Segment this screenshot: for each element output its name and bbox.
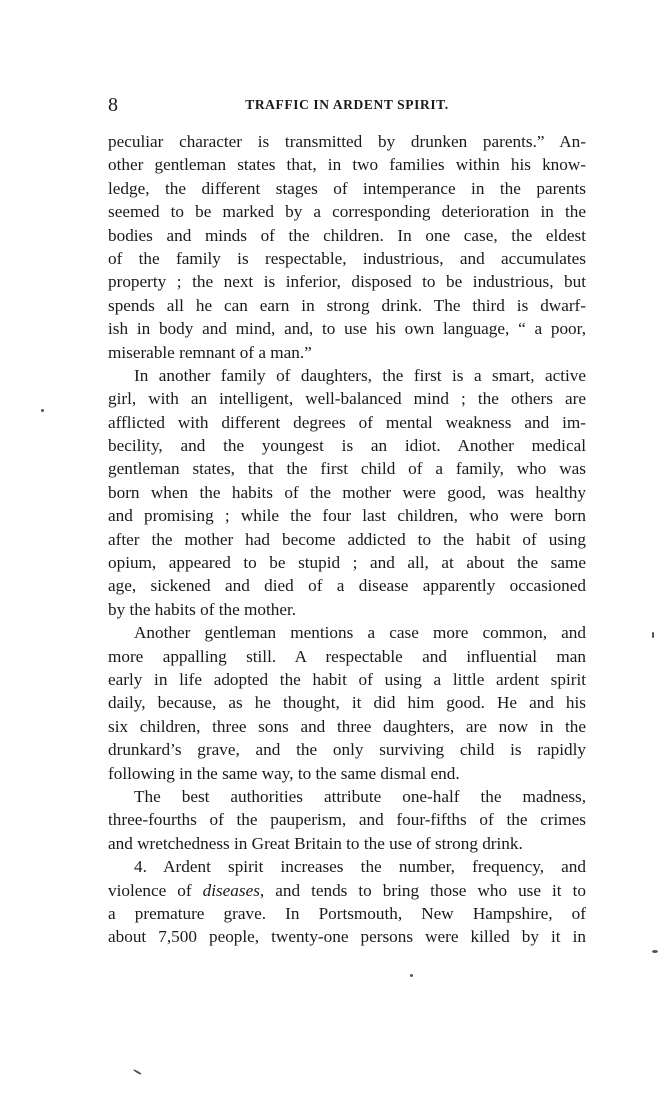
text-line: The best authorities attribute one-half the madness, — [134, 786, 586, 806]
scan-speck — [133, 1069, 142, 1075]
running-head — [108, 92, 586, 118]
text-line: bodies and minds of the children. In one case, the eldest — [108, 225, 586, 245]
text-line: following in the same way, to the same dismal end. — [108, 763, 460, 783]
text-line: and wretchedness in Great Britain to the use of strong drink. — [108, 833, 523, 853]
text-line: gentleman states, that the first child of a family, who was — [108, 459, 586, 479]
text-line: a premature grave. In Portsmouth, New Hampshire, of — [108, 903, 586, 923]
text-line: drunkard’s grave, and the only surviving child is rapidly — [108, 740, 586, 760]
text-line: other gentleman states that, in two families within his know- — [108, 155, 586, 175]
text-line: peculiar character is transmitted by drunken parents.” An- — [108, 132, 586, 151]
text-line: afflicted with different degrees of mental weakness and im- — [108, 412, 586, 432]
text-line: of the family is respectable, industrious, and accumulates — [108, 248, 586, 268]
text-line: more appalling still. A respectable and influential man — [108, 646, 586, 666]
text-line: early in life adopted the habit of using a little ardent spirit — [108, 669, 586, 689]
scan-speck — [41, 409, 44, 412]
scan-speck — [652, 950, 658, 953]
text-line: miserable remnant of a man.” — [108, 342, 312, 362]
text-line: violence of diseases, and tends to bring those who use it to — [108, 880, 586, 900]
text-line: six children, three sons and three daughters, are now in the — [108, 716, 586, 736]
text-line: Another gentleman mentions a case more common, and — [134, 623, 586, 643]
text-line: ish in body and mind, and, to use his own language, “ a poor, — [108, 319, 586, 339]
text-line: ledge, the different stages of intemperance in the parents — [108, 178, 586, 198]
text-line: spends all he can earn in strong drink. The third is dwarf- — [108, 295, 586, 315]
text-line: opium, appeared to be stupid ; and all, at about the same — [108, 553, 586, 573]
text-line: and promising ; while the four last children, who were born — [108, 506, 586, 526]
text-line: In another family of daughters, the first is a smart, active — [134, 365, 586, 385]
page-number: 8 — [108, 94, 118, 116]
text-line: girl, with an intelligent, well-balanced mind ; the others are — [108, 389, 586, 409]
running-title: TRAFFIC IN ARDENT SPIRIT. — [245, 97, 449, 112]
text-line: after the mother had become addicted to the habit of using — [108, 529, 586, 549]
text-line: seemed to be marked by a corresponding deterioration in the — [108, 202, 586, 222]
text-line: 4. Ardent spirit increases the number, frequency, and — [134, 857, 586, 877]
scan-speck — [652, 632, 654, 638]
body-text — [108, 130, 586, 949]
text-line: three-fourths of the pauperism, and four-fifths of the crimes — [108, 810, 586, 830]
text-line: age, sickened and died of a disease apparently occasioned — [108, 576, 586, 596]
scan-speck — [410, 974, 413, 977]
text-line: born when the habits of the mother were good, was healthy — [108, 482, 586, 502]
text-line: daily, because, as he thought, it did him good. He and his — [108, 693, 586, 713]
text-line: about 7,500 people, twenty-one persons were killed by it in — [108, 927, 586, 947]
text-line: by the habits of the mother. — [108, 599, 297, 619]
text-line: becility, and the youngest is an idiot. Another medical — [108, 436, 586, 456]
text-line: property ; the next is inferior, disposed to be industrious, but — [108, 272, 586, 292]
